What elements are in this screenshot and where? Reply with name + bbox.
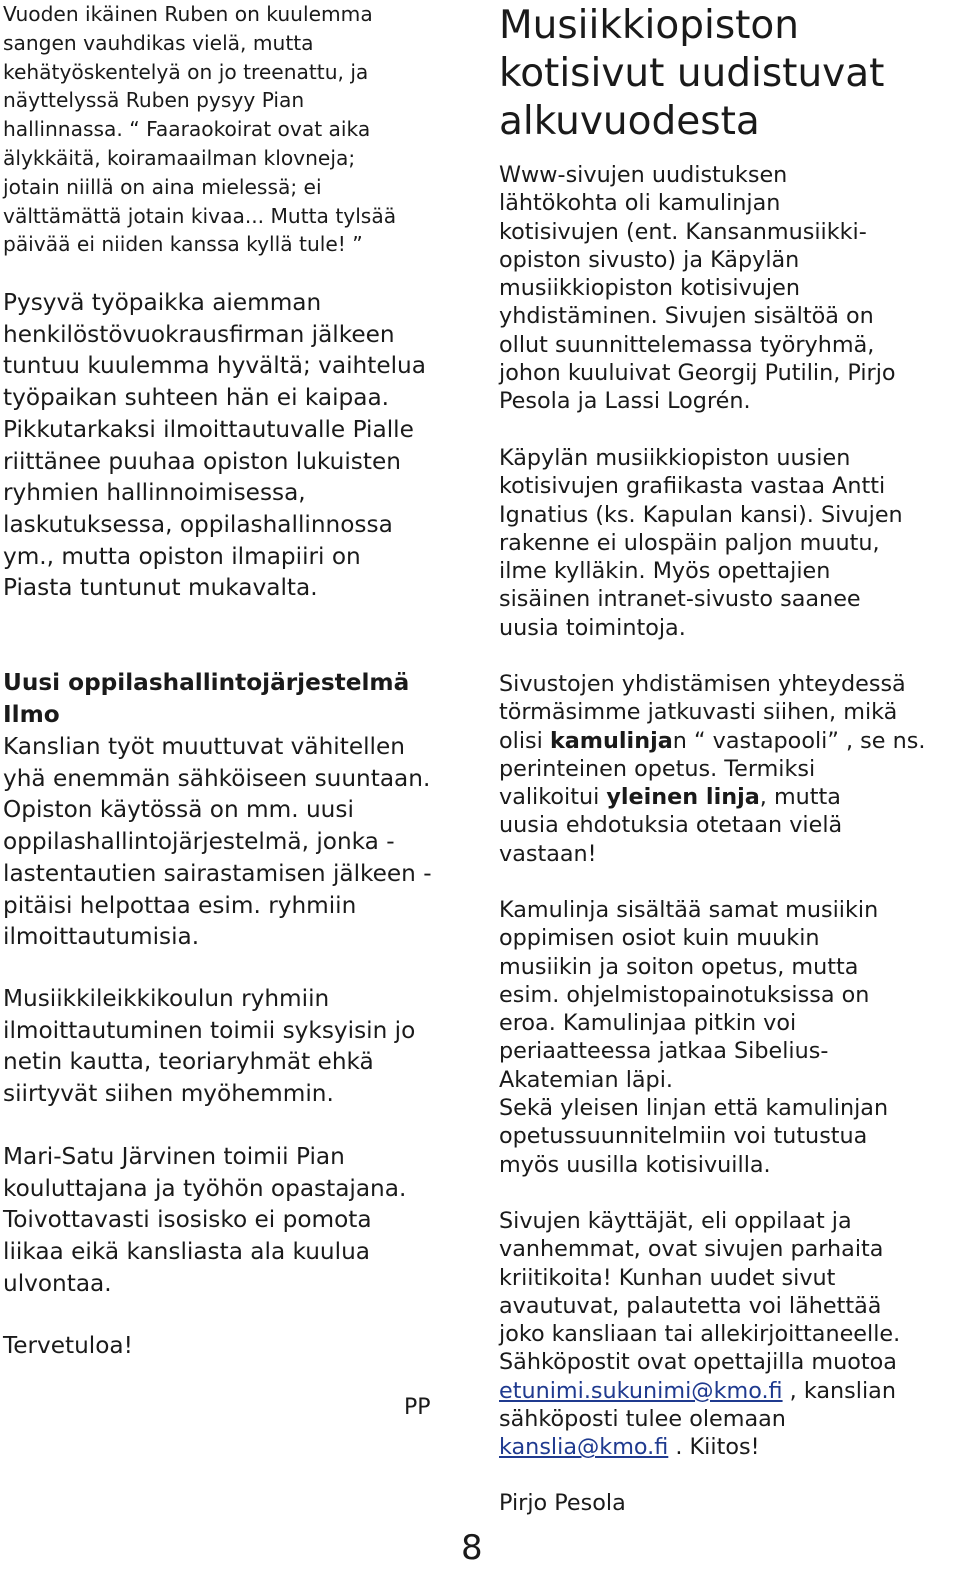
right-paragraph-4: Kamulinja sisältää samat musiikin oppimisen osiot kuin muukin musiikin ja soiton opetus, mutta esim. ohjelmistopainotuksissa on eroa. Kamulinjaa pitkin voi periaatteessa jatkaa Sibelius- Akatemian läpi. Sekä yleisen linjan että kamulinjan opetussuunnitelmiin voi tutustua myös uusilla kotisivuilla.: [499, 897, 889, 1178]
article-title: Musiikkiopiston kotisivut uudistuvat alkuvuodesta: [499, 3, 885, 144]
right-paragraph-2: Käpylän musiikkiopiston uusien kotisivujen grafiikasta vastaa Antti Ignatius (ks. Kapulan kansi). Sivujen rakenne ei ulospäin paljon muutu, ilme kylläkin. Myös opettajien sisäinen intranet-sivusto saanee uusia toimintoja.: [499, 445, 903, 641]
right-paragraph-3-text-2: n “ vastapooli” , se ns. perinteinen opetus. Termiksi valikoitui: [499, 727, 926, 811]
right-paragraph-5: [499, 1207, 957, 1462]
left-paragraph-4: Mari-Satu Järvinen toimii Pian kouluttajana ja työhön opastajana. Toivottavasti isosisko ei pomota liikaa eikä kansliasta ala kuulua ulvontaa.: [3, 1143, 407, 1297]
right-paragraph-5-text-1: Sivujen käyttäjät, eli oppilaat ja vanhemmat, ovat sivujen parhaita kriitikoita! Kunhan uudet sivut avautuvat, palautetta voi lähettää joko kansliaan tai allekirjoittaneelle. Sähköpostit ovat opettajilla muotoa: [499, 1208, 901, 1376]
term-yleinen-linja: yleinen linja: [606, 784, 760, 811]
page-number: 8: [461, 1528, 483, 1568]
intro-paragraph: Vuoden ikäinen Ruben on kuulemma sangen vauhdikas vielä, mutta kehätyöskentelyä on jo treenattu, ja näyttelyssä Ruben pysyy Pian hallinnassa. “ Faaraokoirat ovat aika älykkäitä, koiramaailman klovneja; jotain niillä on aina mielessä; ei välttämättä jotain kivaa... Mutta tylsää päivää ei niiden kanssa kyllä tule! ”: [3, 2, 397, 257]
left-paragraph-3: Musiikkileikkikoulun ryhmiin ilmoittautuminen toimii syksyisin jo netin kautta, teoriaryhmät ehkä siirtyvät siihen myöhemmin.: [3, 985, 416, 1108]
author-signature: Pirjo Pesola: [499, 1490, 626, 1516]
right-paragraph-3-text-3: , mutta uusia ehdotuksia otetaan vielä vastaan!: [499, 784, 843, 867]
right-paragraph-3: [499, 670, 957, 868]
signature-initials: PP: [404, 1395, 431, 1420]
office-email-link[interactable]: kanslia@kmo.fi: [499, 1434, 669, 1461]
left-paragraph-1: Pysyvä työpaikka aiemman henkilöstövuokrausfirman jälkeen tuntuu kuulemma hyvältä; vaihtelua työpaikan suhteen hän ei kaipaa. Pikkutarkaksi ilmoittautuvalle Pialle riittänee puuhaa opiston lukuisten ryhmien hallinnoimisessa, laskutuksessa, oppilashallinnossa ym., mutta opiston ilmapiiri on Piasta tuntunut mukavalta.: [3, 289, 426, 602]
left-paragraph-2: Kanslian työt muuttuvat vähitellen yhä enemmän sähköiseen suuntaan. Opiston käytössä on mm. uusi oppilashallintojärjestelmä, jonka - lastentautien sairastamisen jälkeen - pitäisi helpottaa esim. ryhmiin ilmoittautumisia.: [3, 733, 432, 951]
term-kamulinja: kamulinja: [549, 727, 673, 754]
right-paragraph-5-text-3: . Kiitos!: [668, 1434, 760, 1461]
section-heading: Uusi oppilashallintojärjestelmä Ilmo: [3, 669, 410, 728]
right-paragraph-3-text-1: Sivustojen yhdistämisen yhteydessä törmäsimme jatkuvasti siihen, mikä olisi: [499, 671, 906, 754]
teacher-email-link[interactable]: etunimi.sukunimi@kmo.fi: [499, 1377, 783, 1404]
right-paragraph-1: Www-sivujen uudistuksen lähtökohta oli kamulinjan kotisivujen (ent. Kansanmusiikki- opiston sivusto) ja Käpylän musiikkiopiston kotisivujen yhdistäminen. Sivujen sisältöä on ollut suunnittelemassa työryhmä, johon kuuluivat Georgij Putilin, Pirjo Pesola ja Lassi Logrén.: [499, 162, 896, 415]
right-paragraph-5-text-2: , kanslian sähköposti tulee olemaan: [499, 1377, 896, 1433]
closing-text: Tervetuloa!: [3, 1332, 133, 1359]
